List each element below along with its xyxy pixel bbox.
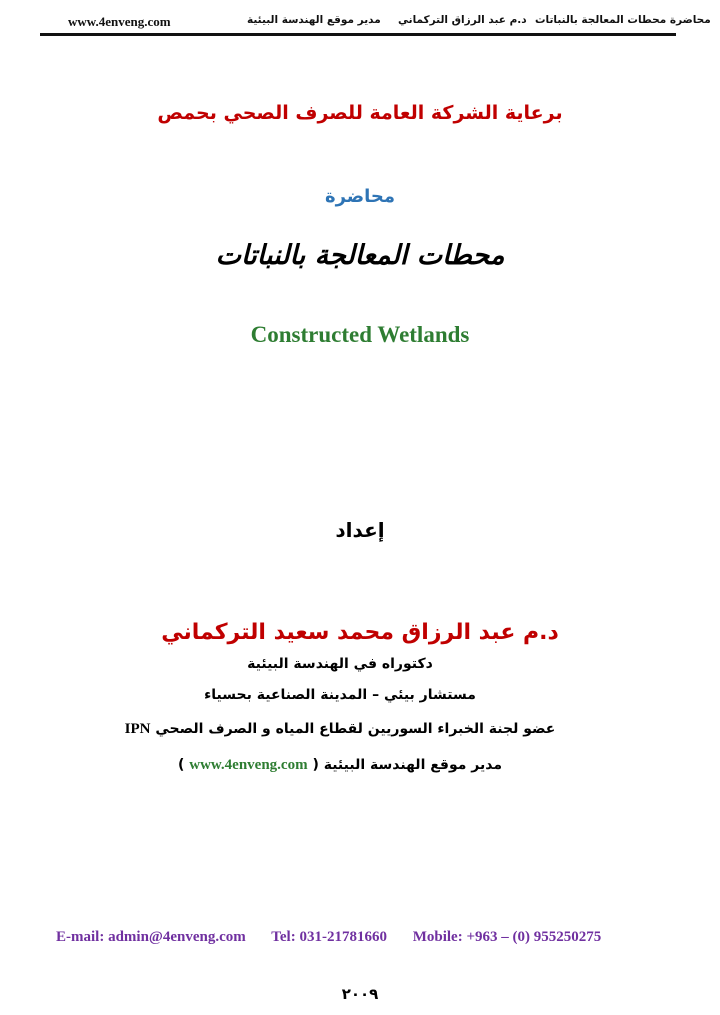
title-english: Constructed Wetlands — [250, 322, 470, 347]
prepared-by-label: إعداد — [335, 518, 385, 542]
author-name: د.م عبد الرزاق محمد سعيد التركماني — [161, 620, 559, 645]
contact-tel: Tel: 031-21781660 — [271, 929, 387, 945]
author-position: مستشار بيئي – المدينة الصناعية بحسياء — [204, 687, 476, 703]
author-website-line — [100, 757, 580, 774]
header-author: د.م عبد الرزاق التركماني — [398, 14, 527, 26]
sponsor-line: برعاية الشركة العامة للصرف الصحي بحمص — [157, 102, 563, 124]
website-text: مدير موقع الهندسة البيئية ( — [312, 757, 503, 773]
lecture-label: محاضرة — [324, 186, 396, 207]
author-membership — [100, 721, 580, 738]
contact-line — [56, 929, 666, 946]
membership-text: عضو لجنة الخبراء السوريين لقطاع المياه و الصرف الصحي — [155, 721, 556, 737]
title-arabic: محطات المعالجة بالنباتات — [215, 240, 505, 271]
contact-mobile: Mobile: +963 – (0) 955250275 — [412, 929, 602, 945]
contact-email[interactable]: E-mail: admin@4enveng.com — [56, 929, 246, 945]
website-link[interactable]: www.4enveng.com — [189, 757, 308, 773]
year: ٢٠٠٩ — [341, 985, 379, 1003]
membership-acronym: IPN — [124, 721, 151, 737]
header-site: www.4enveng.com — [68, 14, 171, 29]
page-header — [40, 6, 711, 36]
header-manager: مدير موقع الهندسة البيئية — [247, 14, 381, 26]
website-close-paren: ) — [177, 757, 185, 773]
author-degree: دكتوراه في الهندسة البيئية — [247, 656, 433, 672]
header-lecture: محاضرة محطات المعالجة بالنباتات — [535, 14, 711, 26]
